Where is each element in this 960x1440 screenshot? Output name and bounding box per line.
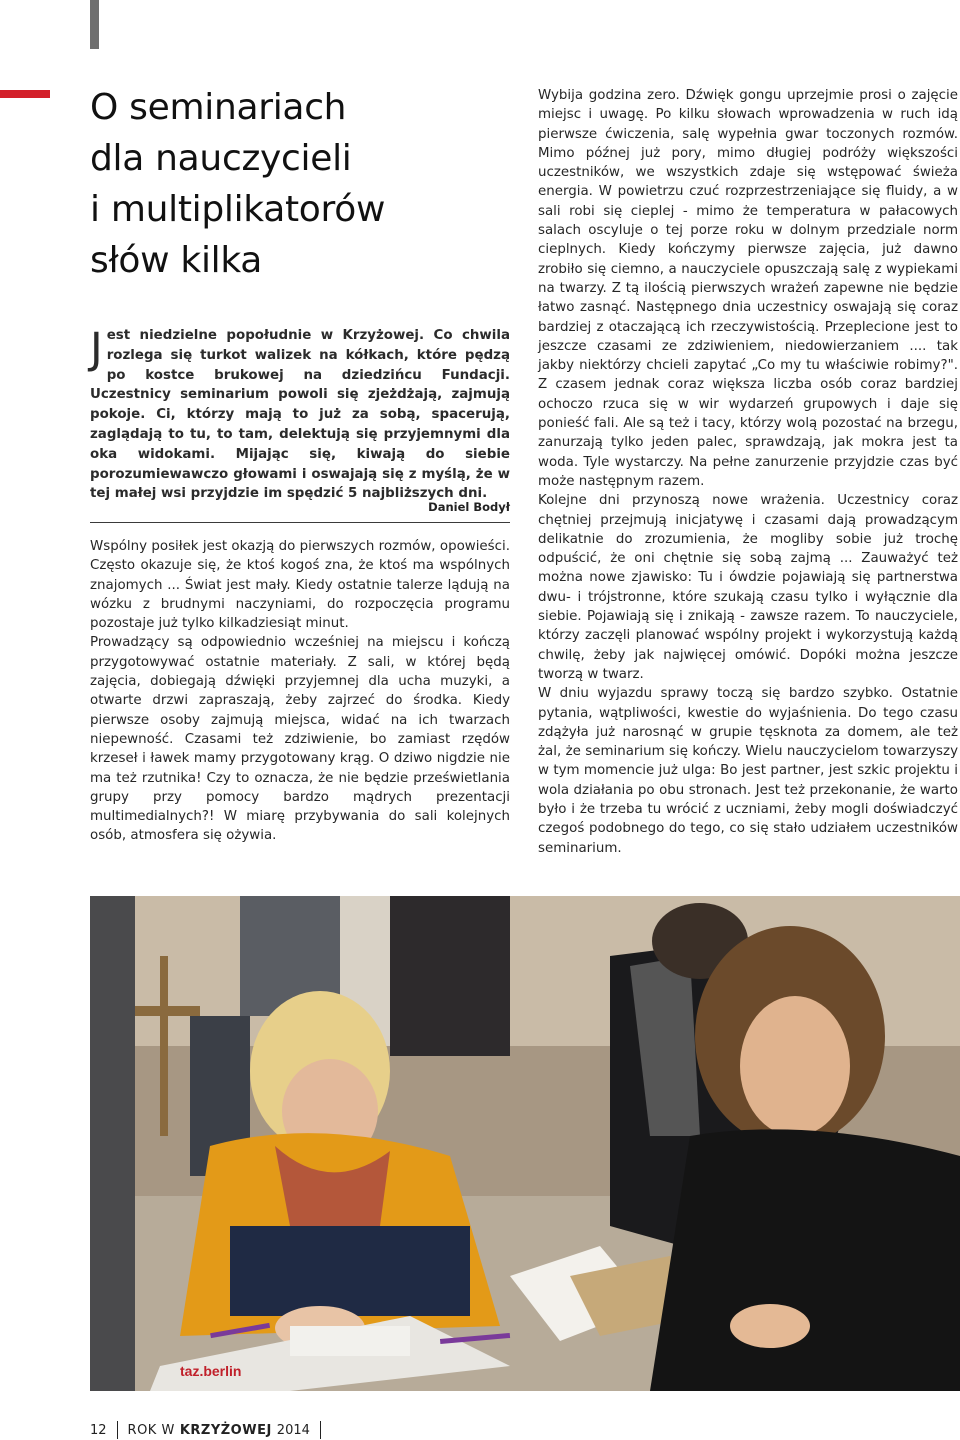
paragraph: Prowadzący są odpowiednio wcześniej na miejscu i kończą przygotowywać ostatnie materiały. Z sali, w której będą zajęcia, dobiegają dźwięki przyjemnej dla ucha muzyki, a otwarte drzwi zapraszają, żeby zajrzeć do środka. Kiedy pierwsze osoby zajmują miejsca, widać na ich twarzach niepewność. Czasami też zdziwienie, bo zamiast rzędów krzeseł i ławek mamy przygotowany krąg. O dziwo nigdzie nie ma też rzutnika! Czy to oznacza, że nie będzie prześwietlania grupy przy pomocy bardzo mądrych prezentacji multimedialnych?! W miarę przybywania do sali kolejnych osób, atmosfera się ożywia. [90,635,510,844]
lead-dropcap: J [90,324,103,374]
footer-separator [117,1421,118,1439]
title-line: i multiplikatorów [90,189,386,230]
page-footer [90,1420,331,1440]
magazine-name-part2: KRZYŻOWEJ [179,1422,272,1438]
article-title [90,82,510,286]
title-line: O seminariach [90,87,347,128]
right-column [538,86,958,858]
article-lead [90,326,510,504]
paragraph: Wspólny posiłek jest okazją do pierwszych rozmów, opowieści. Często okazuje się, że ktoś kogoś zna, że ktoś ma wspólnych znajomych ... Świat jest mały. Kiedy ostatnie talerze lądują na wózku z brudnymi naczyniami, do rozpoczęcia programu pozostaje już tylko kilkadziesiąt minut. [90,539,510,632]
lead-text: est niedzielne popołudnie w Krzyżowej. Co chwila rozlega się turkot walizek na kółkach, które pędzą po kostce brukowej na dziedzińcu Fundacji. Uczestnicy seminarium powoli się zjeżdżają, zajmują pokoje. Ci, którzy mają to już za sobą, spacerują, zaglądają to tu, to tam, delektują się przyjemnymi dla oka widokami. Mijając się, kiwają do siebie porozumiewawczo głowami i oswajają się z myślą, że w tej małej wsi przyjdzie im spędzić 5 najbliższych dni. [90,328,510,502]
paragraph: Kolejne dni przynoszą nowe wrażenia. Uczestnicy coraz chętniej przejmują inicjatywę i czasami dają prowadzącym delikatnie do zrozumienia, że mogliby sobie już trochę odpuścić, że oni chętnie się sobą zajmą ... Zauważyć też można nowe zjawisko: Tu i ówdzie pojawiają się partnerstwa dwu- i trójstronne, które szukają czasu tylko i wyłącznie dla siebie. Pojawiają się i znikają - zawsze razem. To nauczyciele, którzy zaczęli planować wspólny projekt i wykorzystują każdą chwilę, żeby jak najwięcej omówić. Dopóki można jeszcze tworzą w twarz. [538,493,958,682]
left-column [90,537,510,846]
paragraph: W dniu wyjazdu sprawy toczą się bardzo szybko. Ostatnie pytania, wątpliwości, kwestie do wyjaśnienia. Do tego czasu zdążyła już narosnąć w grupie tęsknota za domem, ale też żal, że seminarium się kończy. Wielu nauczycielom towarzyszy w tym momencie już ulga: Bo jest partner, jest szkic projektu i wola działania po obu stronach. Jest też przekonanie, że warto było i że trzeba tu wrócić z uczniami, żeby mogli doświadczyć czegoś podobnego do tego, co się stało udziałem uczestników seminarium. [538,686,958,856]
paragraph: Wybija godzina zero. Dźwięk gongu uprzejmie prosi o zajęcie miejsc i uwagę. Po kilku słowach wprowadzenia w ruch idą pierwsze ćwiczenia, salę wypełnia gwar toczonych rozmów. Mimo późnej już pory, mimo długiej podróży większości uczestników, we wszystkich zdaje się wstępować świeża energia. W powietrzu czuć rozprzestrzeniające się fluidy, a w sali robi się cieplej - mimo że temperatura w pałacowych salach oscyluje o tej porze roku w dolnym przedziale norm cieplnych. Kiedy kończymy pierwsze zajęcia, już dawno zrobiło się ciemno, a nauczyciele opuszczają salę z wypiekami na twarzy. Z tą ilością pierwszych wrażeń zapewne nie będzie łatwo zasnąć. Następnego dnia uczestnicy oswajają się coraz bardziej z otaczającą ich rzeczywistością. Przeplecione jest to jeszcze czasami ze zdziwieniem, niedowierzaniem .... tak jakby niektórzy chcieli zapytać „Co my tu właściwie robimy?". Z czasem jednak coraz większa liczba osób coraz bardziej ochoczo rzuca się w wir wydarzeń grupowych i daje się ponieść fali. Ale są też i tacy, którzy wolą pozostać na brzegu, zanurzają tylko jeden palec, sprawdzają, jak mokra jest ta woda. Tyle wystarczy. Na pełne zanurzenie przyjdzie czas być może następnym razem. [538,88,958,489]
magazine-name-part1: ROK W [127,1422,175,1438]
footer-separator [320,1421,321,1439]
section-accent-mark [0,90,50,98]
page-number: 12 [90,1422,107,1438]
article-photo [90,896,960,1391]
lead-divider [90,522,510,523]
top-decorative-bar [90,0,99,49]
seminar-photo-illustration [90,896,960,1391]
magazine-year: 2014 [276,1422,310,1438]
title-line: dla nauczycieli [90,138,352,179]
title-line: słów kilka [90,240,263,281]
newspaper-logo: taz.berlin [180,1363,242,1379]
author-byline: Daniel Bodył [428,500,510,514]
